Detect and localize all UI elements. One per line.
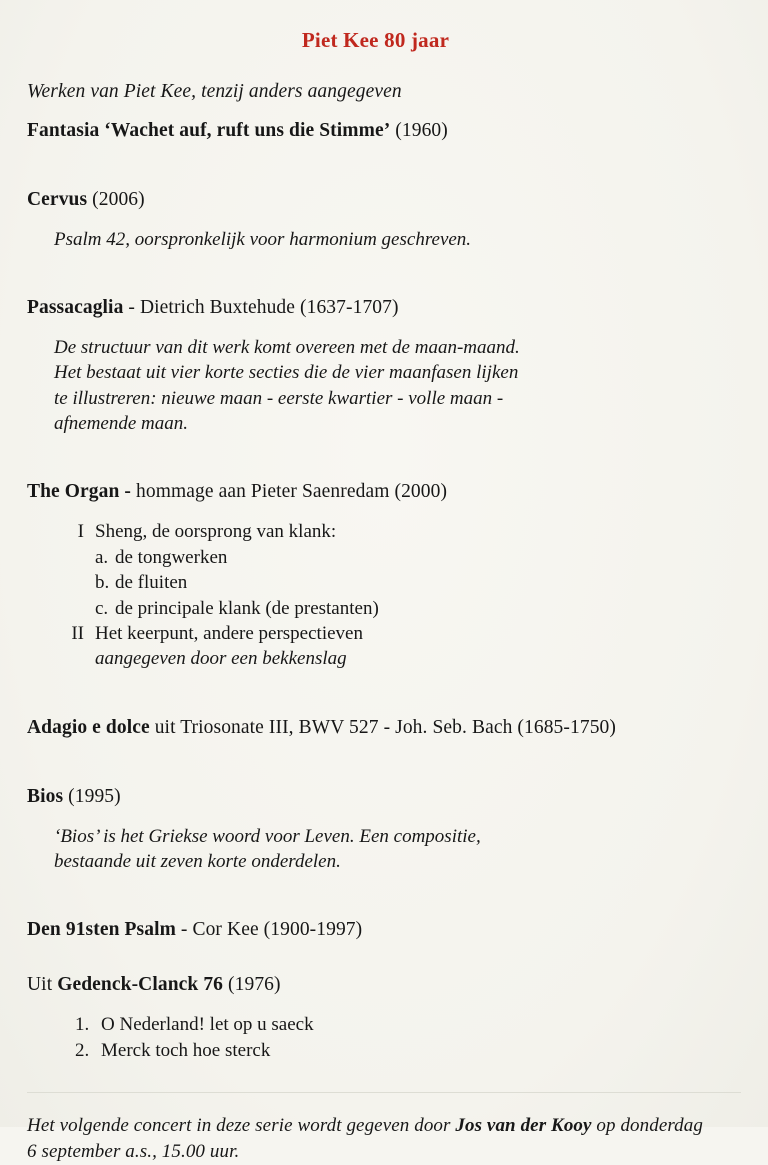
list-item [54,621,742,646]
list-item-label: de tongwerken [115,546,228,568]
work-passacaglia-note [54,335,742,436]
program-subtitle: Werken van Piet Kee, tenzij anders aangegeven [27,81,402,102]
work-adagio-title: Adagio e dolce [27,716,150,738]
work-psalm-title: Den 91sten Psalm [27,919,176,941]
note-line: te illustreren: nieuwe maan - eerste kwartier - volle maan - [54,387,504,409]
work-fantasia-year: (1960) [390,120,448,141]
list-item-label: Merck toch hoe sterck [101,1040,271,1062]
list-item-label: Sheng, de oorsprong van klank: [95,521,337,543]
list-item-label: de fluiten [115,572,188,594]
notice-date-line: 6 september a.s., 15.00 uur. [27,1140,240,1162]
work-psalm [27,918,742,943]
work-fantasia-title: Fantasia ‘Wachet auf, ruft uns die Stimme’ [27,120,391,141]
work-the-organ-title: The Organ - [27,481,132,503]
note-line: ‘Bios’ is het Griekse woord voor Leven. Een compositie, [54,825,481,847]
next-concert-notice [27,1113,742,1165]
work-passacaglia [27,296,742,321]
list-item [95,570,742,595]
work-gedenck-year: (1976) [223,974,281,996]
gedenck-clanck-item-list [75,1012,742,1064]
the-organ-sublist [95,545,742,621]
list-item-marker: a. [95,546,109,568]
work-adagio-composer: uit Triosonate III, BWV 527 - Joh. Seb. Bach (1685-1750) [149,716,616,738]
next-performer-name: Jos van der Kooy [455,1114,592,1136]
note-line: afnemende maan. [54,412,189,434]
work-the-organ-subtitle: hommage aan Pieter Saenredam (2000) [131,481,448,503]
work-the-organ [27,480,742,505]
work-bios-note [54,824,742,875]
list-item-label: de principale klank (de prestanten) [115,597,379,619]
list-item [75,1038,742,1064]
list-item-marker: 1. [75,1014,90,1036]
list-item [95,596,742,621]
work-fantasia [27,119,742,144]
the-organ-movement-list [54,519,742,672]
work-gedenck-prefix: Uit [27,974,58,996]
work-gedenck-title: Gedenck-Clanck 76 [57,974,224,996]
work-adagio [27,716,742,741]
work-bios [27,785,742,810]
work-cervus-year: (2006) [87,188,145,210]
note-line: Het bestaat uit vier korte secties die de vier maanfasen lijken [54,362,519,384]
list-item-label: aangegeven door een bekkenslag [95,648,347,670]
list-item-marker: c. [95,597,109,619]
work-passacaglia-composer: - Dietrich Buxtehude (1637-1707) [123,297,399,319]
note-line: bestaande uit zeven korte onderdelen. [54,851,341,873]
list-item-label: Het keerpunt, andere perspectieven [95,622,363,644]
work-bios-year: (1995) [63,785,121,807]
work-cervus-title: Cervus [27,188,88,210]
list-item [54,519,742,544]
list-item [54,646,742,671]
list-item-label: O Nederland! let op u saeck [101,1014,314,1036]
work-bios-title: Bios [27,785,64,807]
notice-text-after: op donderdag [591,1114,703,1136]
notice-text-before: Het volgende concert in deze serie wordt gegeven door [27,1114,456,1136]
work-cervus [27,188,742,213]
list-item-marker: b. [95,572,110,594]
work-cervus-note: Psalm 42, oorspronkelijk voor harmonium geschreven. [54,228,472,250]
work-gedenck-clanck [27,973,742,998]
list-item [95,545,742,570]
list-item [75,1012,742,1038]
list-item-numeral: II [71,622,84,644]
list-item-marker: 2. [75,1040,90,1062]
work-psalm-composer: - Cor Kee (1900-1997) [175,919,363,941]
work-passacaglia-title: Passacaglia [27,297,124,319]
note-line: De structuur van dit werk komt overeen met de maan-maand. [54,337,520,359]
page-title: Piet Kee 80 jaar [301,28,450,52]
footer-divider [27,1092,741,1093]
list-item-numeral: I [77,521,84,543]
